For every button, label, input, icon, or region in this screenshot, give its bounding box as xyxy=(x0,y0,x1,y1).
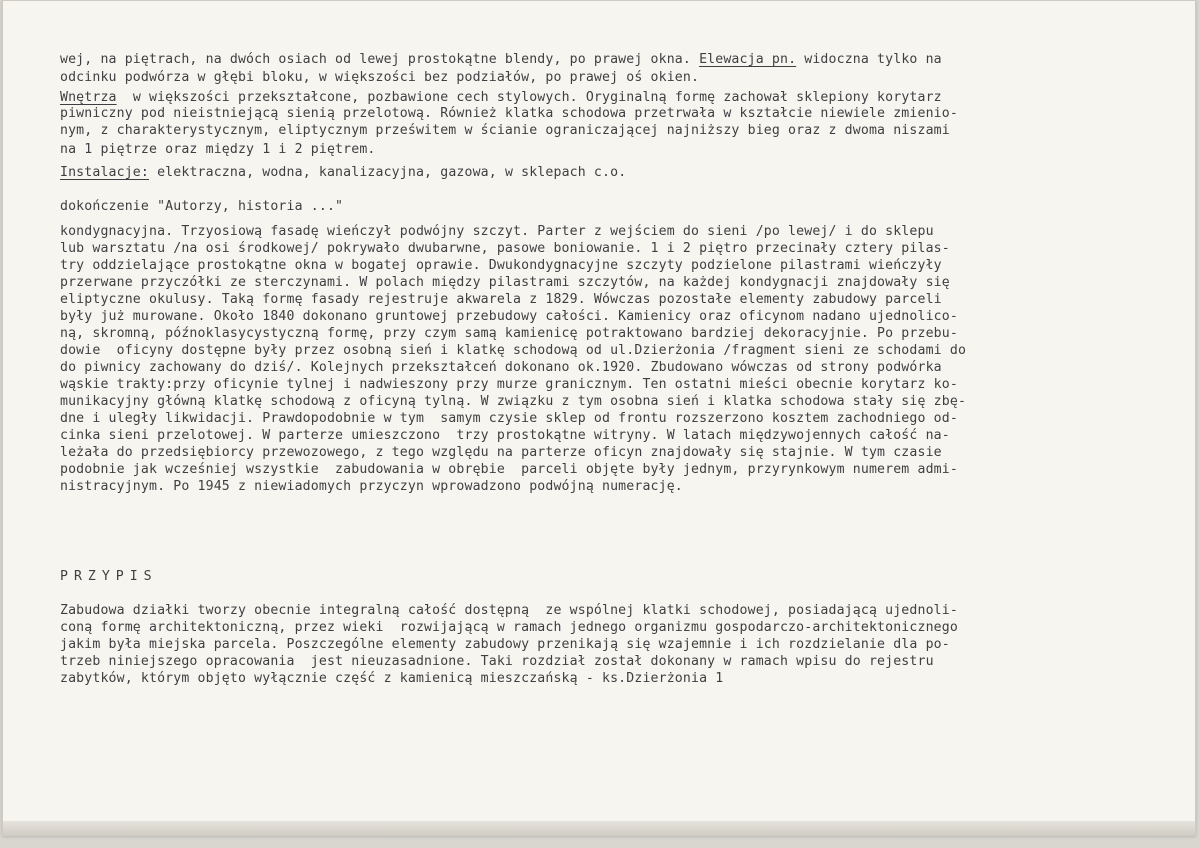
text-run: wej, na piętrach, na dwóch osiach od lewej prostokątne blendy, po prawej okna. xyxy=(60,52,700,67)
text-line: kondygnacyjna. Trzyosiową fasadę wieńczył podwójny szczyt. Parter z wejściem do sieni /po lewej/ i do sklepu xyxy=(60,224,934,239)
text-run: w większości przekształcone, pozbawione cech stylowych. Oryginalną formę zachował sklepiony korytarz xyxy=(116,90,942,105)
text-run: elektraczna, wodna, kanalizacyjna, gazowa, w sklepach c.o. xyxy=(149,165,627,180)
underlined-heading-wnetrza: Wnętrza xyxy=(60,90,117,105)
text-line: cinka sieni przelotowej. W parterze umieszczono trzy prostokątne witryny. W latach międzywojennych całość na- xyxy=(60,428,950,443)
text-line: do piwnicy zachowany do dziś/. Kolejnych przekształceń dokonano ok.1920. Zbudowano wówczas od strony podwórka xyxy=(60,360,942,375)
text-line: odcinku podwórza w głębi bloku, w większości bez podziałów, po prawej oś okien. xyxy=(60,70,700,85)
text-line xyxy=(60,51,1160,68)
document-card xyxy=(2,0,1196,836)
text-line: Zabudowa działki tworzy obecnie integralną całość dostępną ze wspólnej klatki schodowej, posiadającą ujednoli- xyxy=(60,603,958,618)
footnote-heading: PRZYPIS xyxy=(60,569,158,584)
text-line xyxy=(60,164,1160,181)
text-line: wąskie trakty:przy oficynie tylnej i nadwieszony przy murze granicznym. Ten ostatni mieści obecnie korytarz ko- xyxy=(60,377,958,392)
text-line: na 1 piętrze oraz między 1 i 2 piętrem. xyxy=(60,142,376,157)
text-line: ną, skromną, późnoklasycystyczną formę, przy czym samą kamienicę potraktowano bardziej dekoracyjnie. Po przebu- xyxy=(60,326,958,341)
text-line: lub warsztatu /na osi środkowej/ pokrywało dwubarwne, pasowe boniowanie. 1 i 2 piętro przecinały cztery pilas- xyxy=(60,241,950,256)
text-line: zabytków, którym objęto wyłącznie część z kamienicą mieszczańską - ks.Dzierżonia 1 xyxy=(60,671,724,686)
text-line: trzeb niniejszego opracowania jest nieuzasadnione. Taki rozdział został dokonany w ramach wpisu do rejestru xyxy=(60,654,934,669)
text-line: jakim była miejska parcela. Poszczególne elementy zabudowy przenikają się wzajemnie i ich rozdzielanie dla po- xyxy=(60,637,950,652)
text-line: przerwane przyczółki ze sterczynami. W polach między pilastrami szczytów, na każdej kondygnacji znajdowały się xyxy=(60,275,950,290)
text-line: piwniczny pod nieistniejącą sienią przelotową. Również klatka schodowa przetrwała w kształcie niewiele zmienio- xyxy=(60,106,958,121)
text-line: try oddzielające prostokątne okna w bogatej oprawie. Dwukondygnacyjne szczyty podzielone pilastrami wieńczyły xyxy=(60,258,942,273)
text-line: dowie oficyny dostępne były przez osobną sień i klatkę schodową od ul.Dzierżonia /fragment sieni ze schodami do xyxy=(60,343,967,358)
text-line: coną formę architektoniczną, przez wieki rozwijającą w ramach jednego organizmu gospodarczo-architektonicznego xyxy=(60,620,958,635)
text-line: podobnie jak wcześniej wszystkie zabudowania w obrębie parceli objęte były jednym, przyrynkowym numerem admi- xyxy=(60,462,958,477)
text-line: dne i uległy likwidacji. Prawdopodobnie w tym samym czysie sklep od frontu rozszerzono kosztem zachodniego od- xyxy=(60,411,958,426)
text-line: eliptyczne okulusy. Taką formę fasady rejestruje akwarela z 1829. Wówczas pozostałe elementy zabudowy parceli xyxy=(60,292,942,307)
text-line: munikacyjny główną klatkę schodową z oficyną tylną. W związku z tym osobna sień i klatka schodowa stały się zbę- xyxy=(60,394,967,409)
underlined-heading-instalacje: Instalacje: xyxy=(60,165,149,180)
paper-edge xyxy=(3,821,1195,835)
text-line: były już murowane. Około 1840 dokonano gruntowej przebudowy całości. Kamienicy oraz oficynom nadano ujednolico- xyxy=(60,309,958,324)
text-line: leżała do przedsiębiorcy przewozowego, z tego względu na parterze oficyn znajdowały się stajnie. W tym czasie xyxy=(60,445,942,460)
text-line: nym, z charakterystycznym, eliptycznym prześwitem w ścianie ograniczającej najniższy bieg oraz z dwoma niszami xyxy=(60,123,950,138)
text-run: widoczna tylko na xyxy=(796,52,942,67)
text-line xyxy=(60,89,1160,106)
continuation-note: dokończenie "Autorzy, historia ..." xyxy=(60,199,344,214)
text-line: nistracyjnym. Po 1945 z niewiadomych przyczyn wprowadzono podwójną numerację. xyxy=(60,479,683,494)
underlined-heading-elewacja: Elewacja pn. xyxy=(699,52,797,67)
